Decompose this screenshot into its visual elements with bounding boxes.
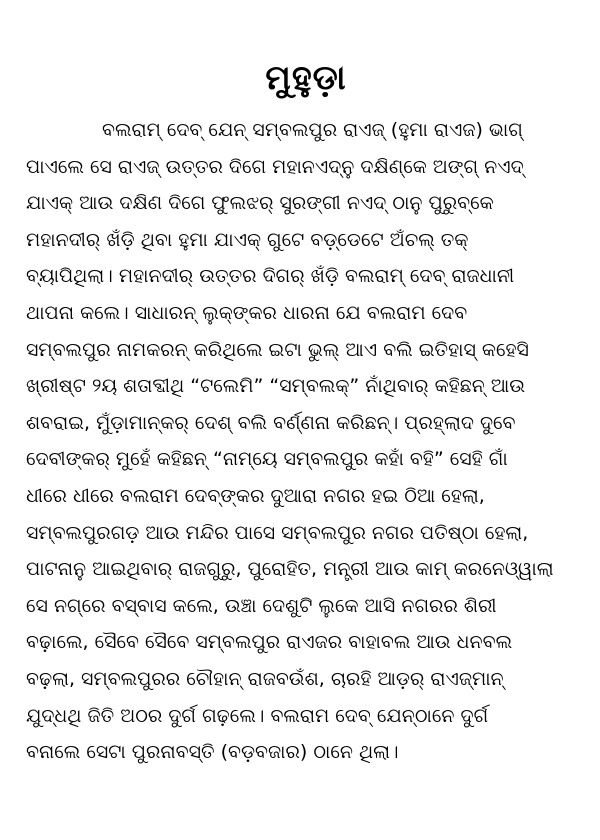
text-line: ପାଏଲେ ସେ ରାଏଜ୍ ଉତ୍ତର ଦିଗେ ମହାନଏଦ୍‌ନୁ ଦକ୍ଷିଣ୍‌କେ ଅଙ୍ଗ୍ ନଏଦ୍: [26, 155, 524, 178]
text-line: ଦେବୀଙ୍କର୍ ମୁହେଁ କହିଛନ୍ “ନାମ୍‌ୟେ ସମ୍ବଲପୁର କହାଁ ବହି” ସେହି ଗାଁ: [26, 448, 508, 471]
text-line: ଯୁଦ୍ଧଥି ଜିତି ଅଠର ଦୁର୍ଗ ଗଢ଼ଲେ। ବଲରାମ ଦେବ୍ ଯେନ୍‌ଠାନେ ଦୁର୍ଗ: [26, 704, 489, 727]
text-line: ସମ୍ବଲପୁରଗଡ଼ ଆଉ ମନ୍ଦିର ପାସେ ସମ୍ବଲପୁର ନଗର ପତିଷ୍ଠା ହେଲା,: [26, 521, 529, 544]
text-line: ସମ୍ବଲପୁର ନାମକରନ୍ କରିଥିଲେ ଇଟା ଭୁଲ୍ ଆଏ ବଲି ଇତିହାସ୍ କହେସି: [26, 338, 529, 361]
text-line: ଯାଏକ୍ ଆଉ ଦକ୍ଷିଣ ଦିଗେ ଫୁଲଝର୍ ସୁରଙ୍ଗୀ ନଏଦ୍ ଠାନୁ ପୁରୁବ୍‌କେ: [26, 192, 494, 215]
text-line: ବଲରାମ୍ ଦେବ୍ ଯେନ୍ ସମ୍ବଲପୁର ରାଏଜ୍ (ହୁମା ରାଏଜ) ଭାଗ୍: [102, 119, 523, 141]
text-line: ବଢ଼ାଲେ, ସୈବେ ସୈବେ ସମ୍ବଲପୁର ରାଏଜର ବାହାବଲ ଆଉ ଧନବଲ: [26, 631, 513, 654]
text-line: ବନାଲେ ସେଟା ପୁରନାବସ୍ତି (ବଡ଼ବଜାର) ଠାନେ ଥିଲା।: [26, 741, 399, 764]
text-line: ବ୍ୟାପିଥିଲା। ମହାନଦୀର୍ ଉତ୍ତର ଦିଗର୍ ଖଁଡ଼ି ବଲରାମ୍ ଦେବ୍ ରାଜଧାନୀ: [26, 265, 515, 288]
text-line: ଥାପନା କଲେ। ସାଧାରନ୍ ଲୁକ୍‌ଙ୍କର ଧାରନା ଯେ ବଲରାମ ଦେବ: [26, 301, 468, 324]
text-line: ବଢ଼ଲା, ସମ୍ବଲପୁରର ଚୌହାନ୍ ରାଜବଉଁଶ, ଚାରହି ଆଡ଼ର୍ ରାଏଜ୍‌ମାନ୍: [26, 667, 504, 690]
text-line: ଧୀରେ ଧୀରେ ବଲରାମ ଦେବ୍‌ଙ୍କର ଦୁଆରା ନଗର ହଇ ଠିଆ ହେଲା,: [26, 484, 485, 507]
page-title: ମୁହୁଡ଼ା: [265, 58, 347, 98]
text-line: ପାଟନାନୁ ଆଇଥିବାର୍ ରାଜଗୁରୁ, ପୁରୋହିତ, ମନ୍ତ୍ରୀ ଆଉ କାମ୍ କରନେଓ୍ୱାଲା: [26, 558, 554, 581]
text-line: ମହାନଦୀର୍ ଖଁଡ଼ି ଥିବା ହୁମା ଯାଏକ୍ ଗୁଟେ ବଡ଼୍‌ଡେଟେ ଅଁଚଲ୍ ତକ୍: [26, 228, 469, 251]
text-line: ଶବରାଇ, ମୁଁଡ଼ାମାନ୍‌କର୍ ଦେଶ୍ ବଲି ବର୍ଣ୍ଣନା କରିଛନ୍। ପ୍ରହ୍ଲାଦ ଦୁବେ: [26, 411, 516, 434]
body-paragraph: [26, 112, 586, 771]
text-line: ସେ ନଗ୍‌ରେ ବସ୍‌ବାସ କଲେ, ଉଞ୍ଚା ଦେଶୁଟି ଲୁକେ ଆସି ନଗରର ଶିରୀ: [26, 594, 497, 617]
text-line: ଖ୍ରୀଷ୍ଟ ୨ୟ ଶତାବ୍ଦୀଥି “ଟଲେମି” “ସମ୍ବଲକ୍” ନାଁଥିବାର୍ କହିଛନ୍ ଆଉ: [26, 375, 526, 398]
